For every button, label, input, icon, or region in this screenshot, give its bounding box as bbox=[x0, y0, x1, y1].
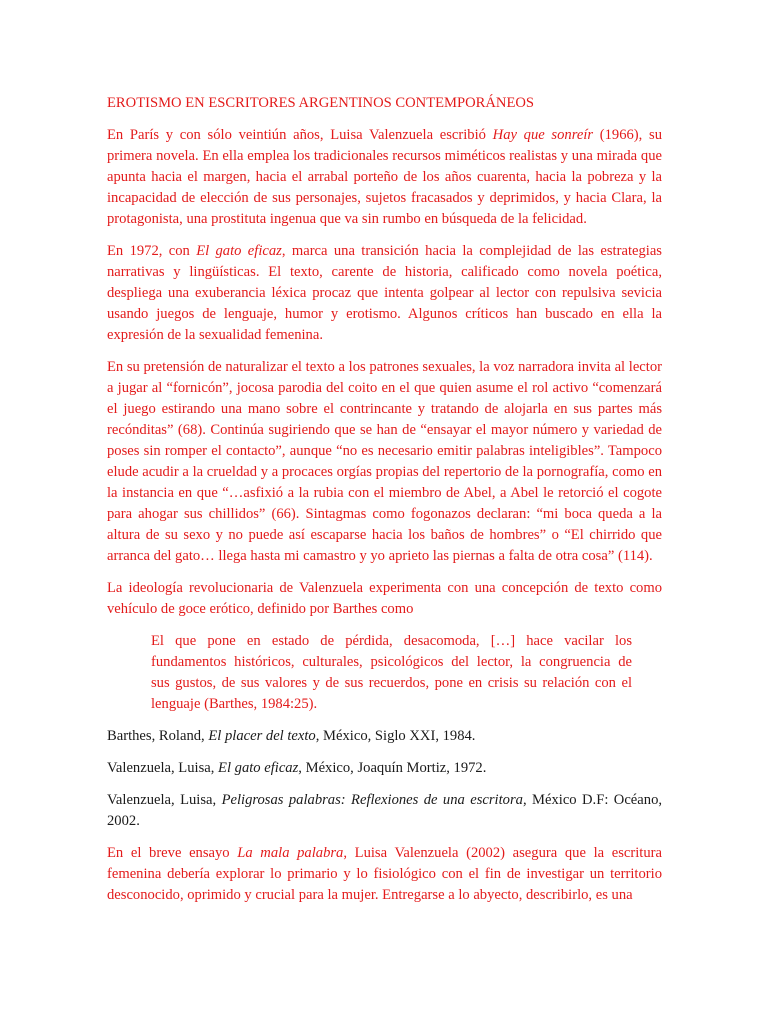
document-title: EROTISMO EN ESCRITORES ARGENTINOS CONTEMPORÁNEOS bbox=[107, 95, 535, 111]
reference-3-author: Valenzuela, Luisa, bbox=[107, 792, 222, 808]
reference-1-author: Barthes, Roland, bbox=[107, 728, 209, 744]
document-content bbox=[107, 93, 662, 917]
paragraph-2-text-a: En 1972, con bbox=[107, 243, 197, 259]
final-paragraph-italic-title: La mala palabra bbox=[237, 845, 344, 861]
paragraph-1 bbox=[107, 125, 662, 230]
reference-3-title: Peligrosas palabras: Reflexiones de una escritora bbox=[221, 792, 523, 808]
final-paragraph-text-a: En el breve ensayo bbox=[107, 845, 238, 861]
block-quote bbox=[151, 631, 632, 715]
paragraph-1-text-b: (1966), su primera novela. En ella emplea los tradicionales recursos miméticos realistas y una mirada que apunta hacia el margen, hacia el arrabal porteño de los años cuarenta, hacia la pobreza y la incapacidad de elección de sus personajes, sujetos fracasados y deprimidos, y hacia Clara, la protagonista, una prostituta ingenua que va sin rumbo en búsqueda de la felicidad. bbox=[107, 127, 662, 227]
quote-line-3: sus gustos, de sus valores y de sus recuerdos, pone en crisis su relación con el bbox=[151, 675, 632, 691]
reference-1 bbox=[107, 726, 662, 747]
paragraph-2 bbox=[107, 241, 662, 346]
reference-1-publisher: , México, Siglo XXI, 1984. bbox=[315, 728, 476, 744]
reference-3-publisher: , México D.F: Océano, 2002. bbox=[107, 792, 663, 829]
paragraph-1-text-a: En París y con sólo veintiún años, Luisa Valenzuela escribió bbox=[107, 127, 493, 143]
quote-line-2: fundamentos históricos, culturales, psicológicos del lector, la congruencia de bbox=[151, 654, 632, 670]
reference-2 bbox=[107, 758, 662, 779]
reference-2-publisher: , México, Joaquín Mortiz, 1972. bbox=[298, 760, 487, 776]
quote-line-1: El que pone en estado de pérdida, desacomoda, […] hace vacilar los bbox=[151, 633, 632, 649]
reference-2-author: Valenzuela, Luisa, bbox=[107, 760, 219, 776]
reference-2-title: El gato eficaz bbox=[218, 760, 299, 776]
quote-line-4: lenguaje (Barthes, 1984:25). bbox=[151, 696, 318, 712]
reference-3 bbox=[107, 790, 662, 832]
paragraph-2-italic-title: El gato eficaz bbox=[196, 243, 282, 259]
paragraph-1-italic-title: Hay que sonreír bbox=[492, 127, 594, 143]
paragraph-4: La ideología revolucionaria de Valenzuela experimenta con una concepción de texto como vehículo de goce erótico, definido por Barthes como bbox=[107, 580, 662, 617]
final-paragraph-text-b: , Luisa Valenzuela (2002) asegura que la escritura femenina debería explorar lo primario y lo fisiológico con el fin de investigar un territorio desconocido, oprimido y crucial para la mujer. Entregarse a lo abyecto, describirlo, es una bbox=[107, 845, 662, 903]
paragraph-3: En su pretensión de naturalizar el texto a los patrones sexuales, la voz narradora invita al lector a jugar al “fornicón”, jocosa parodia del coito en el que quien asume el rol activo “comenzará el juego estirando una mano sobre el contrincante y tratando de alojarla en sus partes más recónditas” (68). Continúa sugiriendo que se han de “ensayar el mayor número y variedad de poses sin romper el contacto”, aunque “no es necesario emitir palabras inteligibles”. Tampoco elude acudir a la crueldad y a procaces orgías propias del repertorio de la pornografía, como en la instancia en que “…asfixió a la rubia con el miembro de Abel, a Abel le retorció el cogote para ahogar sus chillidos” (66). Sintagmas como fogonazos declaran: “mi boca queda a la altura de su sexo y no puede así escaparse hacia los baños de hombres” o “El chirrido que arranca del gato… llega hasta mi camastro y yo aprieto las piernas a falta de otra cosa” (114). bbox=[107, 359, 662, 564]
paragraph-2-text-b: , marca una transición hacia la complejidad de las estrategias narrativas y lingüísticas. El texto, carente de historia, calificado como novela poética, despliega una exuberancia léxica procaz que intenta golpear al lector con repulsiva sevicia usando juegos de lenguaje, humor y erotismo. Algunos críticos han buscado en ella la expresión de la sexualidad femenina. bbox=[107, 243, 662, 343]
final-paragraph bbox=[107, 843, 662, 906]
reference-1-title: El placer del texto bbox=[208, 728, 316, 744]
